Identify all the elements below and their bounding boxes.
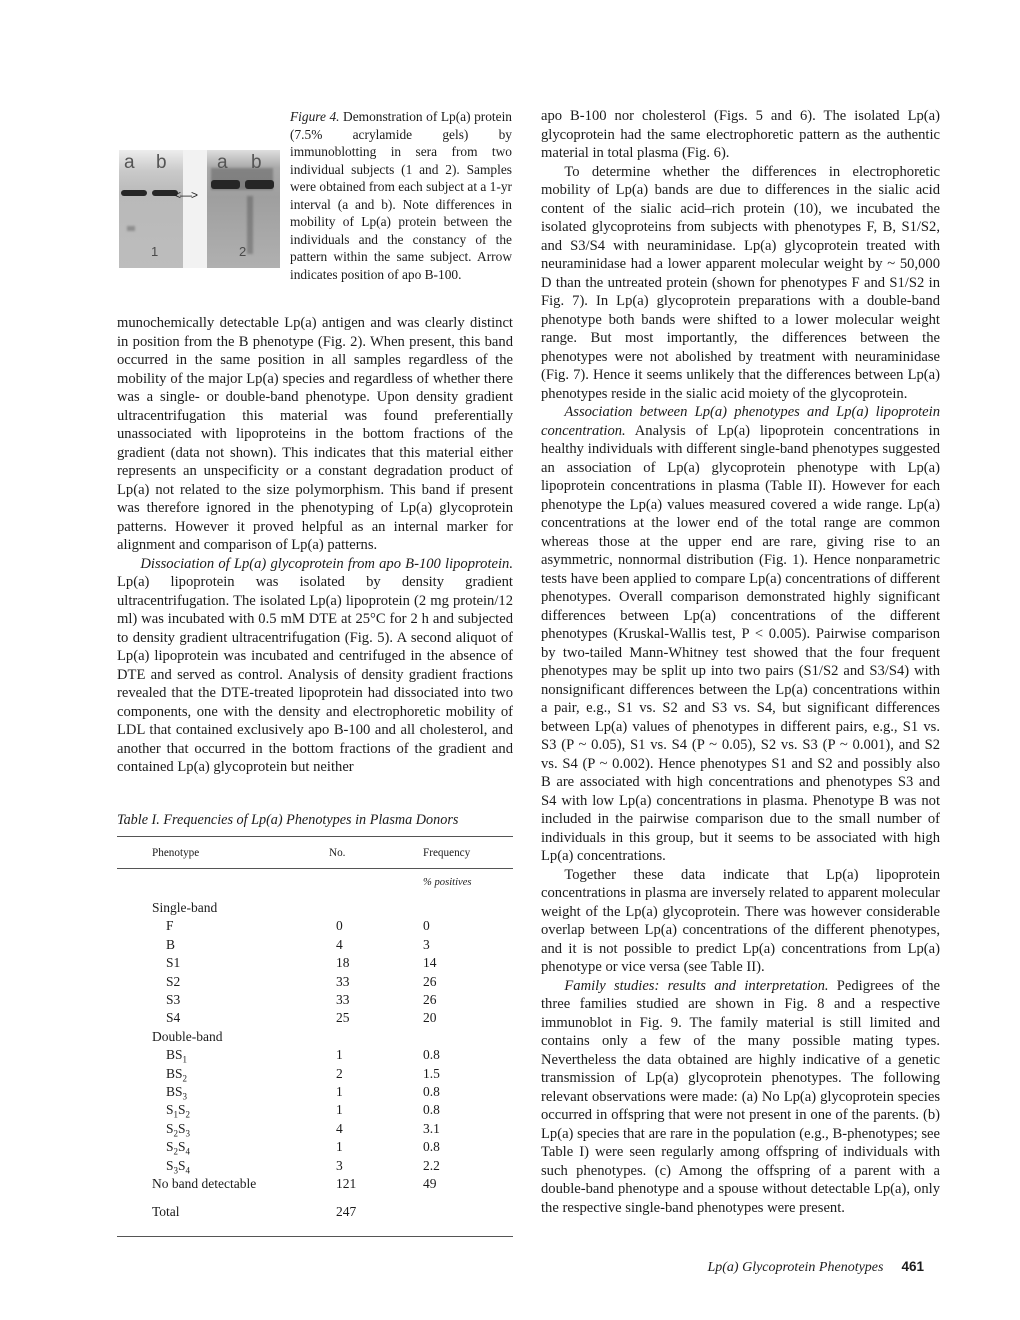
row-phenotype: $S_2S_4$ <box>166 1139 191 1157</box>
row-frequency: 20 <box>423 1010 437 1026</box>
row-phenotype: $BS_1$ <box>166 1047 188 1065</box>
row-phenotype: $S_3S_4$ <box>166 1157 191 1176</box>
row-phenotype: $S_2S_3$ <box>166 1120 191 1139</box>
lane-label: b <box>156 152 167 173</box>
subject-label: 2 <box>239 244 247 259</box>
section-heading: Dissociation of Lp(a) glycoprotein from apo B-100 lipoprotein. <box>140 555 513 572</box>
column-header-phenotype: Phenotype <box>152 847 200 859</box>
paragraph: munochemically detectable Lp(a) antigen and was clearly distinct in position from the B phenotype (Fig. 2). When present, this band occurred in the same position in all samples regardless of the mobility of the major Lp(a) species and regardless of whether there was a single- or double-band phenotype. Upon density gradient ultracentrifugation this material was found preferentially unassociated with lipoproteins in the bottom fractions of the gradient (data not shown). This indicates that this material either represents an unspecificity or a constant degradation product of Lp(a) not related to the size polymorphism. This band if present was therefore ignored in the phenotyping of Lp(a) glycoprotein patterns. However it proved helpful as an internal marker for alignment and comparison of Lp(a) patterns. <box>117 315 513 553</box>
figure-4-caption <box>290 108 512 283</box>
subject-label: 1 <box>151 244 159 259</box>
row-frequency: 0.8 <box>423 1084 440 1099</box>
row-phenotype: S2 <box>166 973 181 989</box>
row-count: 18 <box>336 955 350 971</box>
column-header-frequency: Frequency <box>423 847 471 859</box>
section-heading: Association between Lp(a) phenotypes and Lp(a) lipoprotein concentration. <box>541 404 940 439</box>
paragraph: Together these data indicate that Lp(a) lipoprotein concentrations in plasma are inversely related to apparent molecular weight of the Lp(a) glycoprotein. There was however considerable overlap between Lp(a) concentrations of the different phenotypes, and it is not possible to predict Lp(a) concentrations from Lp(a) phenotype or vice versa (see Table II). <box>541 866 940 975</box>
paragraph <box>541 977 940 1218</box>
row-frequency: 0.8 <box>423 1139 440 1155</box>
row-frequency: 3.1 <box>423 1120 440 1136</box>
table-title: Table I. Frequencies of Lp(a) Phenotypes in Plasma Donors <box>117 812 459 828</box>
row-count: 1 <box>336 1102 343 1118</box>
lane-label: a <box>124 152 135 173</box>
gel-gap <box>183 150 207 268</box>
row-count: 4 <box>336 1120 343 1136</box>
right-column-text <box>541 107 940 1217</box>
lane-label: a <box>217 152 228 173</box>
row-frequency: 0.8 <box>423 1047 440 1063</box>
paragraph: apo B-100 nor cholesterol (Figs. 5 and 6). The isolated Lp(a) glycoprotein had the same electrophoretic pattern as the authentic material in total plasma (Fig. 6). <box>541 108 940 161</box>
row-count: 4 <box>336 936 343 952</box>
row-phenotype: Total <box>152 1204 180 1220</box>
table-bottom-rule <box>117 1236 513 1237</box>
row-count: 0 <box>336 918 343 934</box>
row-group-label: Single-band <box>152 900 218 915</box>
row-frequency: 0.8 <box>423 1102 440 1118</box>
row-count: 33 <box>336 992 350 1007</box>
row-phenotype: $BS_2$ <box>166 1065 188 1084</box>
row-frequency: 1.5 <box>423 1065 440 1081</box>
page-number: 461 <box>901 1259 924 1274</box>
column-header-no: No. <box>329 847 346 859</box>
row-phenotype: S3 <box>166 992 181 1007</box>
row-count: 3 <box>336 1157 343 1173</box>
gel-band <box>211 180 240 189</box>
running-head <box>707 1259 924 1276</box>
gel-band <box>245 180 274 189</box>
row-count: 1 <box>336 1139 343 1155</box>
row-phenotype: S4 <box>166 1010 181 1026</box>
figure-label: Figure 4. <box>290 109 340 124</box>
row-phenotype: F <box>166 918 174 934</box>
apo-b100-arrow-icon: <—> <box>174 188 198 202</box>
row-phenotype: No band detectable <box>152 1176 257 1191</box>
section-heading: Family studies: results and interpretation. <box>564 977 829 994</box>
paragraph-text: Analysis of Lp(a) lipoprotein concentrations in healthy individuals with different single-band phenotypes suggested an association of Lp(a) glycoprotein phenotype with Lp(a) lipoprotein concentrations in plasma (Table II). However for each phenotype the Lp(a) values measured covered a wide range. Lp(a) concentrations at the lower end of the total range are common whereas those at the upper end are rare, giving rise to an asymmetric, nonnormal distribution (Fig. 1). Hence nonparametric tests have been applied to compare Lp(a) concentrations of different phenotypes. Overall comparison demonstrated highly significant differences between Lp(a) concentrations of the different phenotypes (Kruskal-Wallis test, P < 0.005). Pairwise comparison by two-tailed Mann-Whitney test showed that the four frequent phenotypes may be split up into two pairs (S1/S2 and S3/S4) with nonsignificant differences between the Lp(a) concentrations within a pair, e.g., S1 vs. S2 and S3 vs. S4, but significant differences between Lp(a) values of phenotypes in different pairs, e.g., S1 vs. S3 (P ~ 0.05), S1 vs. S4 (P ~ 0.05), S2 vs. S3 (P ~ 0.001), and S2 vs. S4 (P ~ 0.002). Hence phenotypes S1 and S2 and possibly also B are associated with high concentrations and phenotypes S3 and S4 with low Lp(a) concentrations in plasma. Phenotype B was not included in the pairwise comparison due to the small number of individuals in this group, but it seems to be associated with high Lp(a) concentrations. <box>541 422 940 864</box>
paragraph <box>541 403 940 866</box>
caption-text: Demonstration of Lp(a) protein (7.5% acrylamide gels) by immunoblotting in sera from two individual subjects (1 and 2). Samples were obtained from each subject at a 1-yr interval (a and b). Note differences in mobility of Lp(a) protein between the individuals and the constancy of the pattern within the same subject. Arrow indicates position of apo B-100. <box>290 109 513 282</box>
row-count: 2 <box>336 1065 343 1081</box>
row-frequency: 0 <box>423 918 430 934</box>
table-top-rule <box>117 836 513 837</box>
row-phenotype: $S_1S_2$ <box>166 1102 191 1121</box>
gel-panel-subject-2 <box>207 150 280 268</box>
row-group-label: Double-band <box>152 1028 223 1044</box>
lane-label: b <box>251 152 262 173</box>
paragraph <box>117 555 513 777</box>
row-count: 247 <box>336 1204 357 1220</box>
gel-band <box>121 190 147 196</box>
paragraph-text: Pedigrees of the three families studied are shown in Fig. 8 and a respective immunoblot in Fig. 9. The family material is still limited and contains only a few of the many possible mating types. Nevertheless the data obtained are highly indicative of a genetic transmission of Lp(a) glycoprotein phenotypes. The following relevant observations were made: (a) No Lp(a) glycoprotein species occurred in offspring that were not present in one of the parents. (b) Lp(a) species that are rare in the population (e.g., B-phenotypes; see Table I) were seen regularly among offspring of individuals with such phenotypes. (c) Among the offspring of a parent with a double-band phenotype and a spouse without detectable Lp(a), only the respective single-band phenotypes were present. <box>541 977 940 1216</box>
frequency-unit: % positives <box>423 877 472 888</box>
running-head-title: Lp(a) Glycoprotein Phenotypes <box>707 1260 884 1275</box>
row-count: 1 <box>336 1084 343 1099</box>
row-frequency: 3 <box>423 936 430 952</box>
row-phenotype: B <box>166 936 176 952</box>
gel-streak <box>247 196 253 254</box>
row-frequency: 2.2 <box>423 1157 440 1173</box>
row-frequency: 14 <box>423 955 437 971</box>
row-count: 1 <box>336 1047 343 1063</box>
row-frequency: 49 <box>423 1176 437 1191</box>
paragraph: To determine whether the differences in electrophoretic mobility of Lp(a) bands are due to differences in the sialic acid content of the sialic acid–rich protein (10), we incubated the isolated glycoproteins from subjects with phenotypes F, B, S1/S2, and S3/S4 with neuraminidase. Lp(a) glycoprotein treated with neuraminidase had a lower apparent molecular weight by ~ 50,000 D than the untreated protein (shown for phenotypes F and S1/S2 in Fig. 7). In Lp(a) glycoprotein preparations with a double-band phenotype both bands were shifted to a lower molecular weight range. But most importantly, the differences between the phenotypes were not abolished by treatment with neuraminidase (Fig. 7). Hence it seems unlikely that the differences between Lp(a) phenotypes reside in the sialic acid moiety of the glycoprotein. <box>541 163 940 402</box>
row-count: 121 <box>336 1176 357 1191</box>
figure-4-gel-image <box>119 150 280 268</box>
table-header-rule <box>117 868 513 869</box>
row-frequency: 26 <box>423 992 437 1007</box>
gel-panel-subject-1 <box>119 150 183 268</box>
row-phenotype: S1 <box>166 955 181 971</box>
row-frequency: 26 <box>423 973 437 989</box>
paragraph-text: Lp(a) lipoprotein was isolated by density gradient ultracentrifugation. The isolated Lp(a) lipoprotein (2 mg protein/12 ml) was incubated with 0.5 mM DTE at 25°C for 2 h and subjected to density gradient ultracentrifugation (Fig. 5). A second aliquot of Lp(a) lipoprotein was incubated and centrifuged in the absence of DTE and served as control. Analysis of density gradient fractions revealed that the DTE-treated lipoprotein had dissociated into two components, one with the density and electrophoretic mobility of LDL that contained exclusively apo B-100 and all cholesterol, and another that occurred in the bottom fractions of the gradient and contained Lp(a) glycoprotein but neither <box>117 574 513 775</box>
row-count: 25 <box>336 1010 350 1026</box>
gel-spot <box>127 226 135 231</box>
row-phenotype: $BS_3$ <box>166 1084 188 1102</box>
row-count: 33 <box>336 973 350 989</box>
left-column-text <box>117 314 513 777</box>
